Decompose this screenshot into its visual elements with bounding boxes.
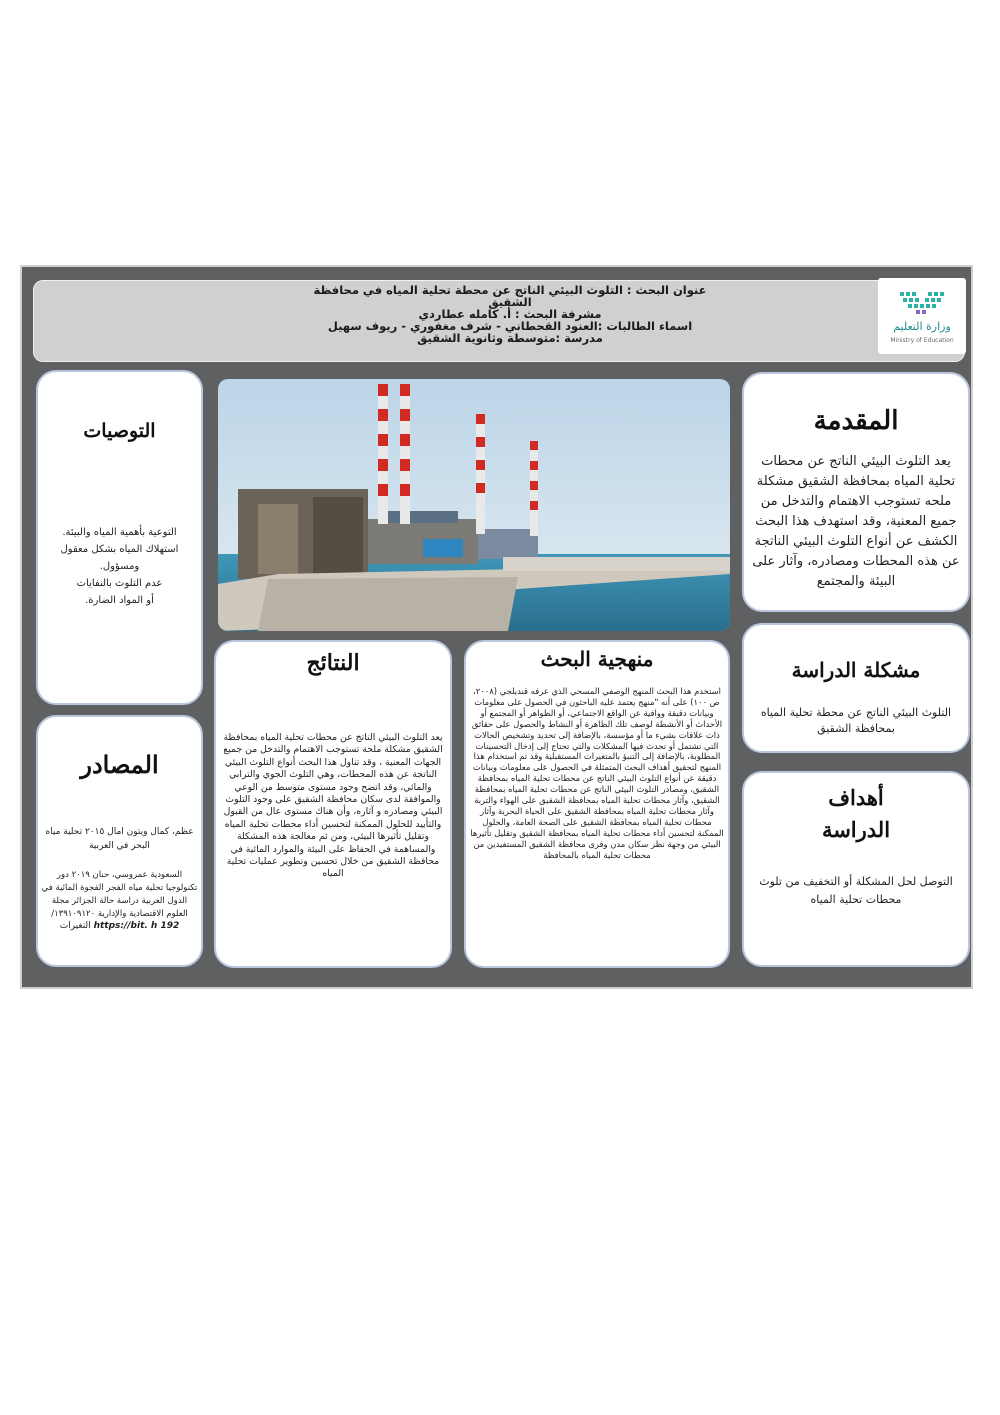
- recommendation-item: التوعية بأهمية المياه والبيئة.: [62, 527, 177, 538]
- ministry-logo-icon: [878, 282, 966, 322]
- recommendation-item: عدم التلوث بالنفايات: [76, 578, 163, 589]
- methodology-body: استخدم هذا البحث المنهج الوصفي المسحي الذي عرفه قنديلجي (٢٠٠٨، ص ١٠٠) على أنه "منهج يعتمد عليه الباحثون في الحصول على معلومات وبيانات دقيقة ووافية عن الواقع الاجتماعي، أو الظواهر أو المجتمع أو الأحداث أو الأنشطة لوصف تلك الظاهرة أو النشاط والحصول على حقائق ذات علاقات بشيء ما أو مؤسسة، بالإضافة إلى تحديد وتشخيص الحالات التي تشتمل أو تحدث فيها المشكلات والتي تحتاج إلى إدخال التحسينات المطلوبة، بالإضافة إلى التنبؤ بالمتغيرات المستقبلية وقد تم استخدام هذا المنهج لتحقيق أهداف البحث المتمثلة في الحصول على معلومات وبيانات دقيقة عن أنواع التلوث البيئي الناتج عن محطات تحلية المياه بمحافظة الشقيق، ومصادر التلوث البيئي الناتج عن محطات تحلية المياه بمحافظة الشقيق، وآثار محطات تحلية المياه بمحافظة الشقيق على الهواء والتربة وآثار محطات تحلية المياه بمحافظة الشقيق على الحياة البحرية وآثار محطات تحلية المياه بمحافظة الشقيق على الصحة العامة، والحلول الممكنة لتحسين أداء محطات تحلية المياه بمحافظة الشقيق وتقليل تأثيرها البيئي من وجهة نظر سكان مدن وقرى محافظة الشقيق المستفيدين من محطات تحلية المياه بالمحافظة: [470, 686, 724, 860]
- school-line: مدرسة :متوسطة وثانوية الشقيق: [417, 331, 603, 345]
- source-link-suffix: التغيرات: [59, 921, 91, 931]
- problem-title: مشكلة الدراسة: [791, 658, 921, 682]
- ministry-logo: [878, 278, 966, 354]
- students-line: اسماء الطالبات :العنود القحطاني - شرف مغفوري - ريوف سهيل: [327, 319, 693, 333]
- ministry-name-ar: وزارة التعليم: [893, 320, 951, 333]
- sources-title: المصادر: [80, 750, 159, 779]
- recommendation-item: استهلاك المياه بشكل معقول ومسؤول.: [60, 544, 179, 572]
- source-ref-1: عظم، كمال ويتون امال ٢٠١٥ تحلية مياه البحر في العربية: [45, 827, 194, 851]
- recommendations-card: [36, 370, 203, 705]
- recommendations-list: [42, 524, 197, 609]
- research-title: عنوان البحث : التلوث البيئي الناتج عن محطة تحلية المياه في محافظة: [313, 283, 707, 297]
- results-title: النتائج: [306, 650, 360, 676]
- research-title-continued: الشقيق: [488, 295, 532, 309]
- problem-card: [742, 623, 970, 753]
- goals-title-line1: أهداف: [828, 785, 884, 810]
- intro-body: يعد التلوث البيئي الناتج عن محطات تحلية المياه بمحافظة الشقيق مشكلة ملحه تستوجب الاهتمام والتدخل من جميع المعنية، وقد استهدف هذا البحث الكشف عن أنواع التلوث البيئي الناتجة عن هذه المحطات ومصادره، وآثار على البيئة والمجتمع: [752, 454, 960, 589]
- goals-title-line2: الدراسة: [821, 817, 891, 842]
- results-card: [214, 640, 452, 968]
- problem-body: التلوث البيئي الناتج عن محطة تحلية المياه بمحافظة الشقيق: [760, 706, 952, 735]
- goals-card: [742, 771, 970, 967]
- source-ref-2: السعودية عمروسي، حنان ٢٠١٩ دور تكنولوجيا تحلية مياه الفجر الفجوة المائية في الدول العربية دراسة حالة الجزائر مجلة العلوم الاقتصادية والإدارية ١٣٩١٠٩١٢٠/: [41, 870, 198, 919]
- sources-card: [36, 715, 203, 967]
- power-plant-image: [218, 379, 730, 631]
- recommendations-title: التوصيات: [83, 420, 156, 442]
- supervisor-line: مشرفة البحث : أ. كامله عطاردي: [418, 307, 602, 321]
- intro-title: المقدمة: [813, 406, 899, 436]
- source-link-line: [40, 920, 199, 933]
- intro-card: [742, 372, 970, 612]
- goals-body: التوصل لحل المشكلة أو التخفيف من تلوث محطات تحلية المياه: [759, 875, 953, 906]
- power-plant-photo: [218, 379, 730, 631]
- methodology-card: [464, 640, 730, 968]
- methodology-title: منهجية البحث: [540, 647, 654, 671]
- results-body: يعد التلوث البيئي الناتج عن محطات تحلية المياه بمحافظة الشقيق مشكلة ملحة تستوجب الاهتمام والتدخل من جميع الجهات المعنية ، وقد تناول هذا البحث أنواع التلوث البيئي الناتجة عن هذه المحطات، وهي التلوث الجوي والترابي والمائي، وقد اتضح وجود مستوى متوسط من الوعي والموافقة لدى سكان محافظة الشقيق على وجود التلوث البيئي ومصادره و آثاره، وأن هناك مستوى عال من القبول والتأييد للحلول الممكنة لتحسين أداء محطات تحلية المياه وتقليل تأثيرها البيئي، ومن ثم معالجة هذه المشكلة والمساهمة في الحفاظ على البيئة والموارد المائية في محافظة الشقيق من خلال تحسين وتطوير عمليات تحلية المياه: [223, 732, 443, 880]
- recommendation-item: أو المواد الضارة.: [85, 595, 154, 606]
- ministry-name-en: Ministry of Education: [890, 337, 954, 344]
- header-text: [300, 284, 720, 344]
- source-link[interactable]: https://bit. h 192: [93, 921, 180, 931]
